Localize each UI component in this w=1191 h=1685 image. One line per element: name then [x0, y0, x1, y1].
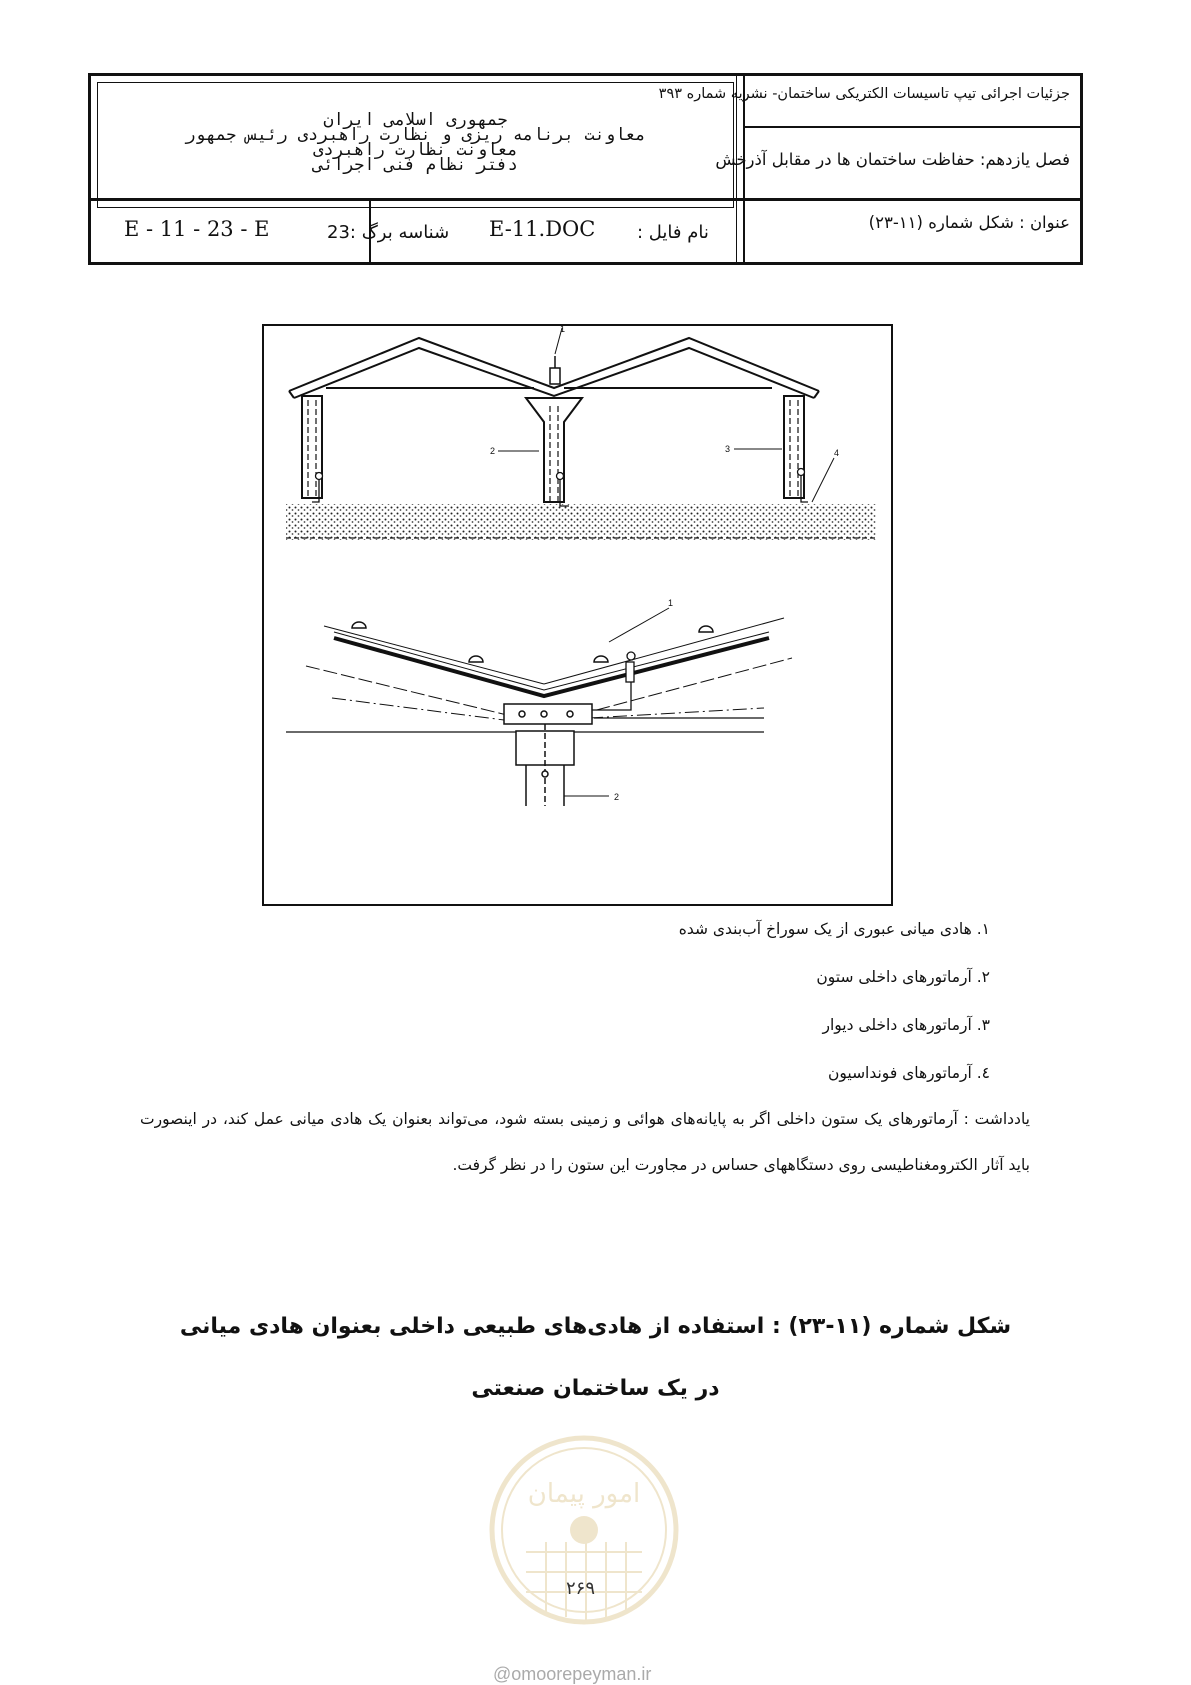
building-section-figure — [262, 324, 893, 906]
callout-1: 1 — [560, 326, 566, 334]
watermark-site: @omoorepeyman.ir — [493, 1664, 652, 1684]
page-number: ۲۶۹ — [566, 1578, 596, 1599]
watermark-logo — [486, 1432, 682, 1652]
callout-2: 2 — [490, 446, 496, 456]
ground-soil — [286, 504, 876, 540]
air-terminal — [550, 356, 560, 384]
org-line: جمهوری اسلامی ایران — [323, 110, 508, 130]
publication-title: جزئیات اجرائی تیپ تاسیسات الکتریکی ساختمان- نشریه شماره ۳۹۳ — [658, 86, 1070, 102]
organization-block — [97, 82, 734, 208]
callout-1-detail: 1 — [668, 598, 674, 608]
divider — [91, 198, 1083, 201]
technical-drawing — [264, 326, 891, 904]
figure-caption-line2: در یک ساختمان صنعتی — [471, 1376, 720, 1401]
callout-4: 4 — [834, 448, 840, 458]
figure-caption-line1: شکل شماره (۱۱-۲۳) : استفاده از هادی‌های طبیعی داخلی بعنوان هادی میانی — [179, 1314, 1012, 1339]
subject-title: عنوان : شکل شماره (۱۱-۲۳) — [868, 213, 1070, 232]
file-name-label: نام فایل : — [637, 222, 709, 243]
callout-3: 3 — [725, 444, 731, 454]
callout-2-detail: 2 — [614, 792, 620, 802]
file-name-value: E-11.DOC — [489, 217, 596, 241]
note-paragraph: یادداشت : آرماتورهای یک ستون داخلی اگر به پایانه‌های هوائی و زمینی بسته شود، می‌تواند بعنوان یک هادی میانی عمل کند، در اینصورت باید آثار الکترومغناطیسی روی دستگاههای حساس در مجاورت این ستون را در نظر گرفت. — [140, 1110, 1030, 1174]
legend-item-3: ۳. آرماتورهای داخلی دیوار — [822, 1016, 990, 1034]
org-line: دفتر نظام فنی اجرائی — [313, 155, 518, 175]
org-line: معاونت برنامه ریزی و نظارت راهبردی رئیس جمهور — [185, 125, 646, 145]
watermark-text: امور پیمان — [527, 1479, 641, 1509]
header-table — [88, 73, 1083, 265]
divider — [743, 76, 745, 262]
legend-item-1: ۱. هادی میانی عبوری از یک سوراخ آب‌بندی شده — [678, 920, 990, 938]
org-line: معاونت نظارت راهبردی — [313, 140, 518, 160]
column-detail — [516, 724, 574, 806]
legend-item-4: ٤. آرماتورهای فونداسیون — [828, 1064, 990, 1082]
divider — [743, 126, 1083, 128]
legend-item-2: ۲. آرماتورهای داخلی ستون — [816, 968, 990, 986]
divider — [736, 76, 737, 262]
connection-plate — [504, 704, 592, 724]
sheet-id-label: شناسه برگ :23 — [327, 222, 450, 243]
sheet-id-value: E - 11 - 23 - E — [124, 217, 270, 241]
chapter-title: فصل یازدهم: حفاظت ساختمان ها در مقابل آذرخش — [715, 150, 1070, 169]
